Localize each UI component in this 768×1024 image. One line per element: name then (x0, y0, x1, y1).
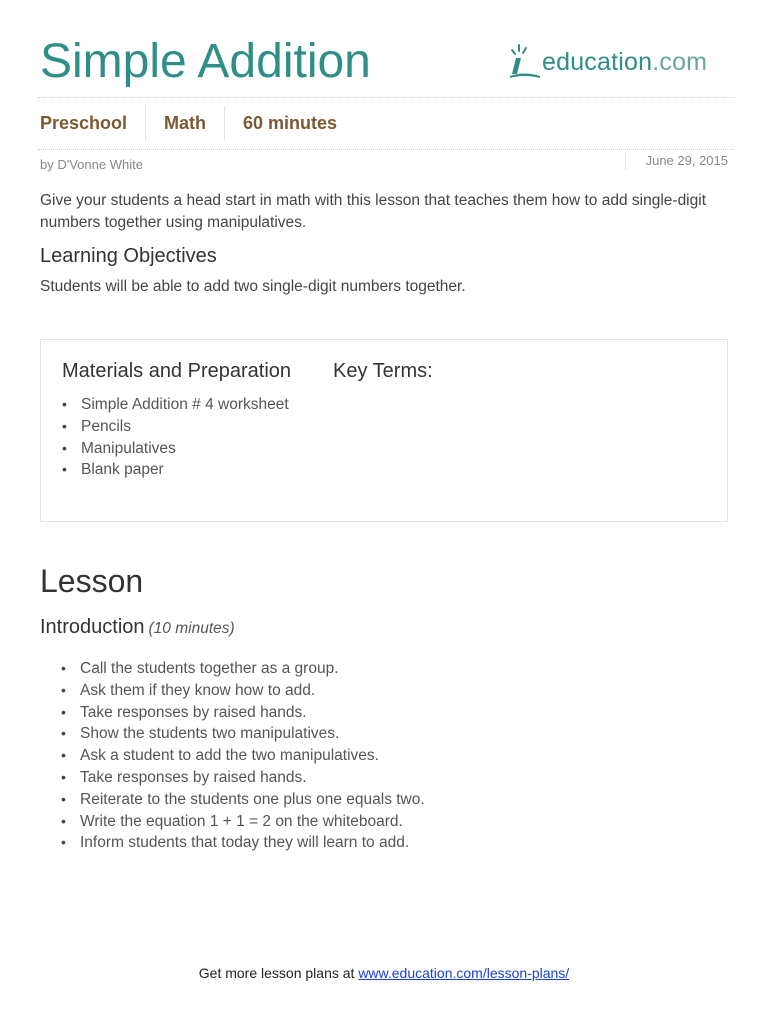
list-item: • Show the students two manipulatives. (80, 723, 425, 745)
education-logo (506, 40, 707, 84)
introduction-title: Introduction (40, 616, 145, 638)
lesson-plans-link[interactable]: www.education.com/lesson-plans/ (358, 965, 570, 981)
list-item: • Reiterate to the students one plus one equals two. (80, 789, 425, 811)
materials-list (81, 394, 289, 481)
education-logo-icon (506, 40, 544, 84)
list-item: • Call the students together as a group. (80, 658, 425, 680)
list-item: • Pencils (81, 416, 289, 438)
introduction-duration: (10 minutes) (148, 620, 235, 637)
materials-heading: Materials and Preparation (62, 360, 292, 382)
introduction-heading (40, 616, 235, 639)
list-item: • Manipulatives (81, 438, 289, 460)
list-item: • Simple Addition # 4 worksheet (81, 394, 289, 416)
key-terms-heading: Key Terms: (333, 360, 433, 382)
divider (38, 149, 734, 150)
meta-subject: Math (146, 106, 225, 140)
list-item: • Write the equation 1 + 1 = 2 on the whiteboard. (80, 811, 425, 833)
divider (38, 97, 734, 98)
list-item: • Ask a student to add the two manipulatives. (80, 745, 425, 767)
list-item: • Ask them if they know how to add. (80, 680, 425, 702)
introduction-list (80, 658, 425, 854)
publish-date: June 29, 2015 (625, 152, 728, 170)
author-byline: by D'Vonne White (40, 157, 143, 172)
materials-box (40, 339, 728, 522)
list-item: • Inform students that today they will learn to add. (80, 832, 425, 854)
list-item: • Take responses by raised hands. (80, 702, 425, 724)
lesson-description: Give your students a head start in math with this lesson that teaches them how to add single-digit numbers together using manipulatives. (40, 192, 707, 231)
list-item: • Take responses by raised hands. (80, 767, 425, 789)
footer-text: Get more lesson plans at (198, 965, 359, 981)
lesson-meta (40, 106, 355, 140)
lesson-heading: Lesson (40, 563, 144, 599)
footer (0, 965, 768, 981)
meta-grade: Preschool (40, 106, 146, 140)
logo-text: education.com (542, 47, 708, 76)
page-title: Simple Addition (40, 35, 371, 88)
list-item: • Blank paper (81, 459, 289, 481)
learning-objectives-heading: Learning Objectives (40, 245, 217, 267)
learning-objectives-text: Students will be able to add two single-digit numbers together. (40, 278, 466, 295)
meta-duration: 60 minutes (243, 113, 338, 133)
